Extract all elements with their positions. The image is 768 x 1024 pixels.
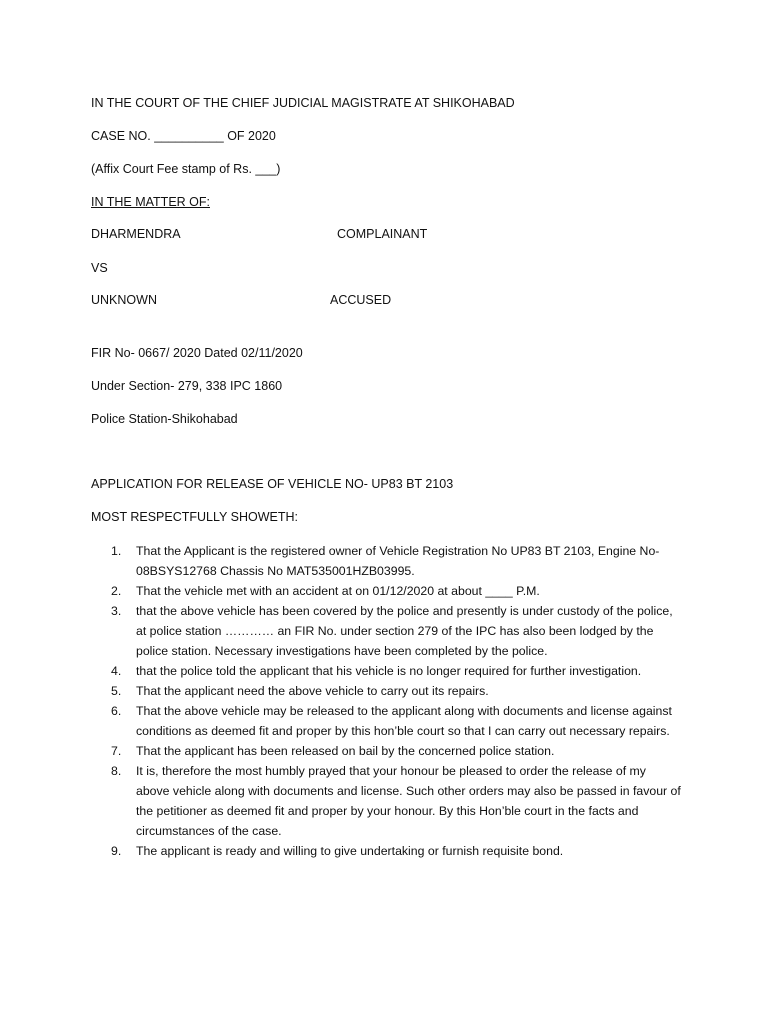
section-details: Under Section- 279, 338 IPC 1860: [91, 379, 283, 393]
showeth-heading: MOST RESPECTFULLY SHOWETH:: [91, 510, 298, 524]
complainant-role: COMPLAINANT: [337, 227, 428, 241]
accused-name: UNKNOWN: [91, 293, 157, 307]
complainant-name: DHARMENDRA: [91, 227, 181, 241]
accused-role: ACCUSED: [330, 293, 392, 307]
fir-details: FIR No- 0667/ 2020 Dated 02/11/2020: [91, 346, 303, 360]
list-item: [91, 701, 681, 741]
petition-points-list: [91, 541, 681, 861]
list-item: [91, 761, 681, 841]
versus-label: VS: [91, 261, 108, 275]
point-number: 6.: [111, 704, 122, 718]
point-text: That the above vehicle may be released to the applicant along with documents and license against conditions as deemed fit and proper by this hon’ble court so that I can carry out necessary repairs.: [136, 704, 672, 738]
court-heading: IN THE COURT OF THE CHIEF JUDICIAL MAGISTRATE AT SHIKOHABAD: [91, 96, 515, 110]
police-station: Police Station-Shikohabad: [91, 412, 238, 426]
matter-heading: IN THE MATTER OF:: [91, 195, 210, 209]
point-text: That the applicant has been released on bail by the concerned police station.: [136, 744, 555, 758]
point-number: 8.: [111, 764, 122, 778]
list-item: [91, 541, 681, 581]
list-item: [91, 601, 681, 661]
point-number: 2.: [111, 584, 122, 598]
point-number: 4.: [111, 664, 122, 678]
point-number: 3.: [111, 604, 122, 618]
list-item: [91, 661, 681, 681]
point-number: 9.: [111, 844, 122, 858]
case-number: CASE NO. __________ OF 2020: [91, 129, 276, 143]
list-item: [91, 681, 681, 701]
list-item: [91, 841, 681, 861]
point-text: It is, therefore the most humbly prayed that your honour be pleased to order the release of my above vehicle along with documents and license. Such other orders may also be passed in favour of the petitioner as deemed fit and proper by your honour. By this Hon’ble court in the facts and circumstances of the case.: [136, 764, 681, 838]
point-text: that the above vehicle has been covered by the police and presently is under custody of the police, at police station ………… an FIR No. under section 279 of the IPC has also been lodged by the police station. Necessary investigations have been completed by the police.: [136, 604, 673, 658]
point-text: That the vehicle met with an accident at on 01/12/2020 at about ____ P.M.: [136, 584, 540, 598]
point-number: 7.: [111, 744, 122, 758]
point-number: 5.: [111, 684, 122, 698]
court-fee-note: (Affix Court Fee stamp of Rs. ___): [91, 162, 281, 176]
point-text: That the Applicant is the registered owner of Vehicle Registration No UP83 BT 2103, Engine No-08BSYS12768 Chassis No MAT535001HZB03995.: [136, 544, 660, 578]
point-text: The applicant is ready and willing to give undertaking or furnish requisite bond.: [136, 844, 564, 858]
list-item: [91, 581, 681, 601]
point-text: that the police told the applicant that his vehicle is no longer required for further investigation.: [136, 664, 642, 678]
list-item: [91, 741, 681, 761]
point-text: That the applicant need the above vehicle to carry out its repairs.: [136, 684, 489, 698]
application-title: APPLICATION FOR RELEASE OF VEHICLE NO- UP83 BT 2103: [91, 477, 454, 491]
point-number: 1.: [111, 544, 122, 558]
